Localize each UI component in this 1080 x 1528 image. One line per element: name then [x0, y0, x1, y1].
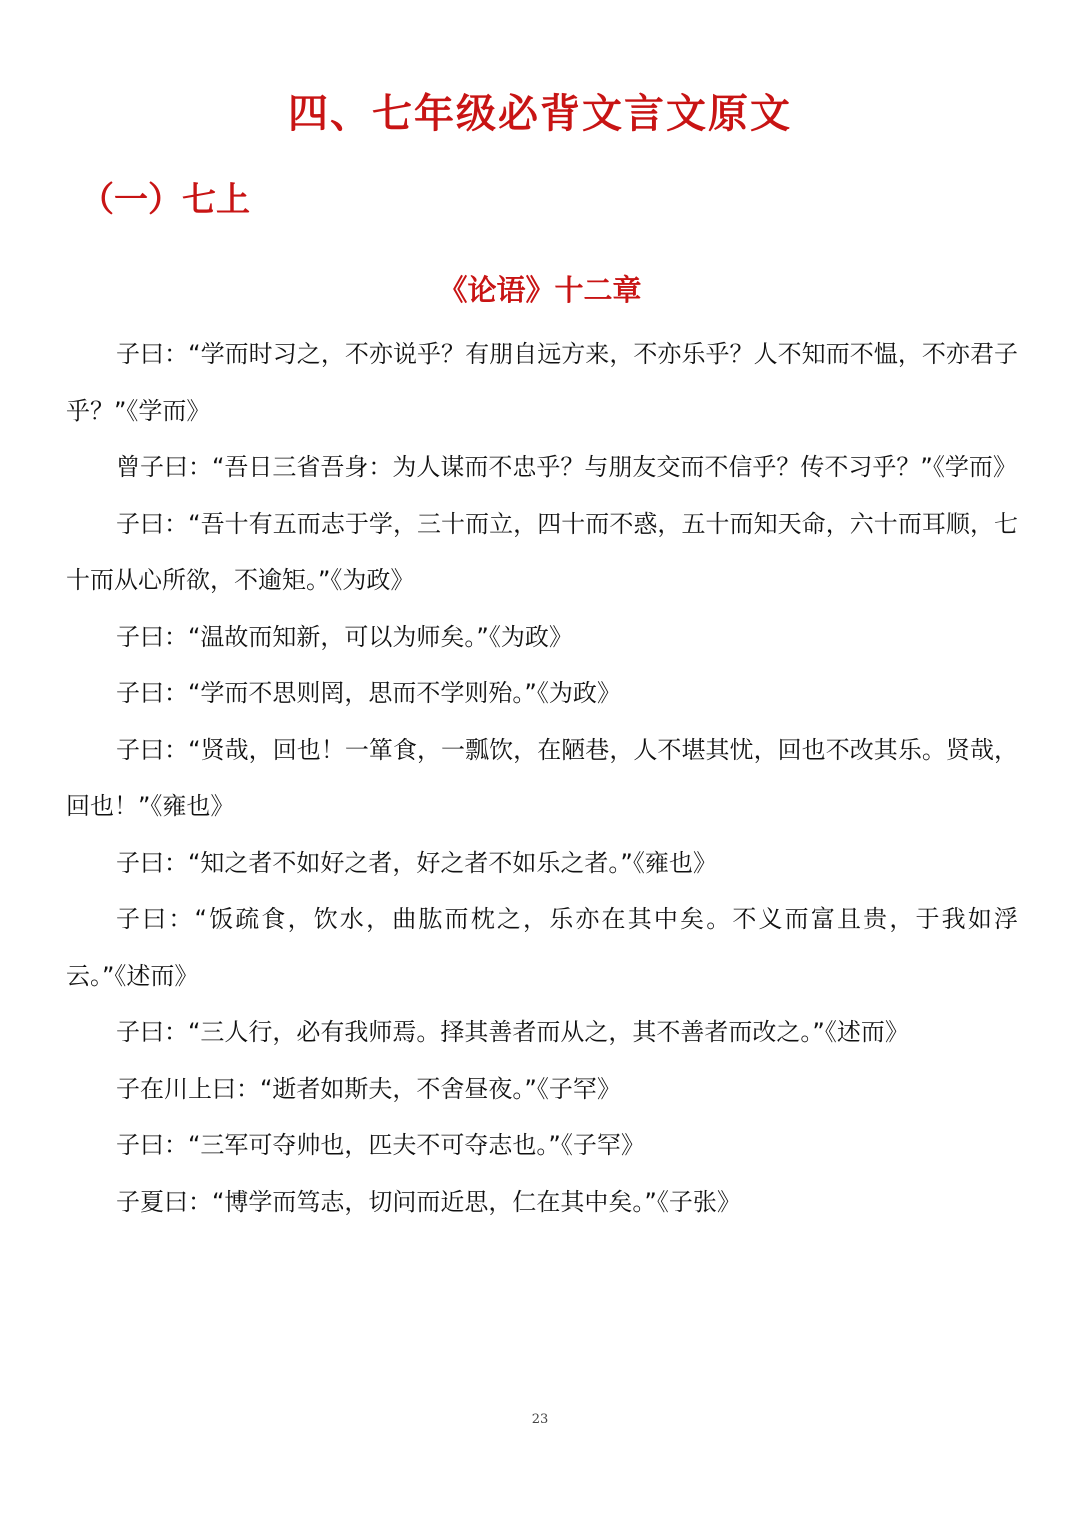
paragraph: 子曰：“三人行，必有我师焉。择其善者而从之，其不善者而改之。”《述而》 [116, 1018, 909, 1046]
paragraph: 子曰：“贤哉，回也！一箪食，一瓢饮，在陋巷，人不堪其忧，回也不改其乐。贤哉，回也！”《雍也》 [66, 735, 1018, 820]
paragraph: 子曰：“知之者不如好之者，好之者不如乐之者。”《雍也》 [116, 848, 717, 877]
paragraph: 子曰：“吾十有五而志于学，三十而立，四十而不惑，五十而知天命，六十而耳顺，七十而从心所欲，不逾矩。”《为政》 [66, 509, 1018, 594]
paragraph: 子夏曰：“博学而笃志，切问而近思，仁在其中矣。”《子张》 [116, 1187, 741, 1216]
paragraph: 子在川上曰：“逝者如斯夫，不舍昼夜。”《子罕》 [116, 1074, 621, 1103]
paragraph: 子曰：“饭疏食，饮水，曲肱而枕之，乐亦在其中矣。不义而富且贵，于我如浮云。”《述而》 [66, 905, 1018, 990]
paragraph: 子曰：“学而时习之，不亦说乎？有朋自远方来，不亦乐乎？人不知而不愠，不亦君子乎？”《学而》 [66, 340, 1018, 425]
paragraph: 子曰：“学而不思则罔，思而不学则殆。”《为政》 [116, 679, 621, 707]
section-title: （一）七上 [80, 180, 250, 220]
chapter-title: 《论语》十二章 [438, 273, 642, 307]
paragraph: 曾子曰：“吾日三省吾身：为人谋而不忠乎？与朋友交而不信乎？传不习乎？”《学而》 [116, 453, 1017, 481]
paragraph: 子曰：“温故而知新，可以为师矣。”《为政》 [116, 622, 573, 651]
paragraph: 子曰：“三军可夺帅也，匹夫不可夺志也。”《子罕》 [116, 1131, 645, 1159]
page-number: 23 [531, 1412, 549, 1427]
text-body [66, 326, 1018, 1230]
main-title: 四、七年级必背文言文原文 [288, 91, 792, 137]
